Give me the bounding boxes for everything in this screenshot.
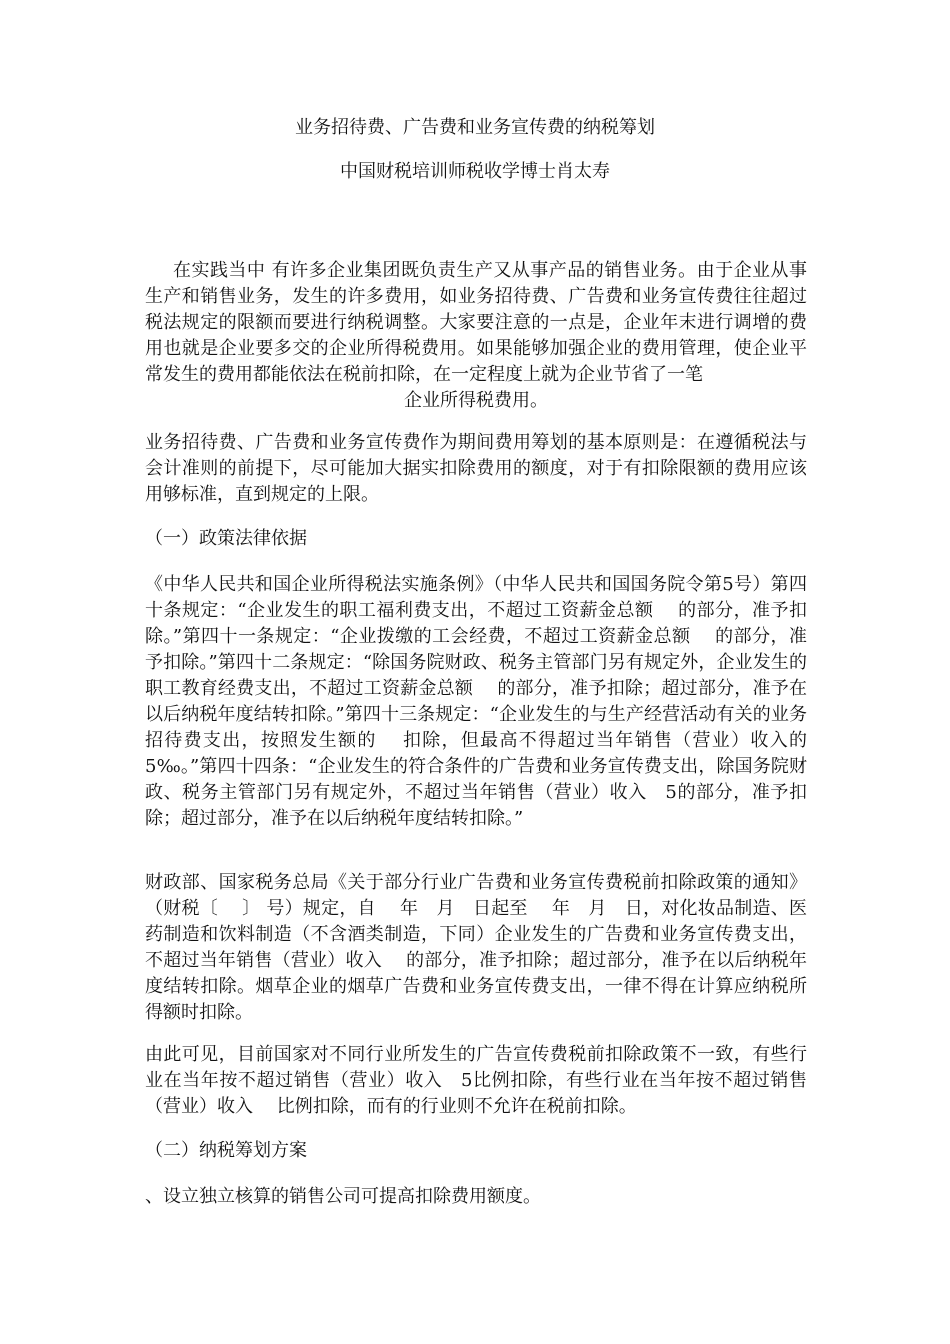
document-author: 中国财税培训师税收学博士肖太寿 [340, 161, 610, 182]
intro-paragraph-last-line: 企业所得税费用。 [404, 390, 548, 411]
intro-paragraph-text: 在实践当中 有许多企业集团既负责生产又从事产品的销售业务。由于企业从事生产和销售业务，发生的许多费用，如业务招待费、广告费和业务宣传费往往超过税法规定的限额而要进行纳税调整。大家要注意的一点是，企业年末进行调增的费用也就是企业要多交的企业所得税费用。如果能够加强企业的费用管理，使企业平常发生的费用都能依法在税前扣除，在一定程度上就为企业节省了一笔 [145, 260, 807, 385]
notice-paragraph: 财政部、国家税务总局《关于部分行业广告费和业务宣传费税前扣除政策的通知》（财税〔 〕 号）规定，自 年 月 日起至 年 月 日，对化妆品制造、医药制造和饮料制造（不含酒类制造，下同）企业发生的广告费和业务宣传费支出，不超过当年销售（营业）收入 的部分，准予扣除；超过部分，准予在以后纳税年度结转扣除。烟草企业的烟草广告费和业务宣传费支出，一律不得在计算应纳税所得额时扣除。 [145, 872, 807, 1023]
section-heading-legal-basis: （一）政策法律依据 [145, 528, 307, 549]
conclusion-paragraph: 由此可见，目前国家对不同行业所发生的广告宣传费税前扣除政策不一致，有些行业在当年按不超过销售（营业）收入 5比例扣除，有些行业在当年按不超过销售（营业）收入 比例扣除，而有的行业则不允许在税前扣除。 [145, 1044, 807, 1117]
principle-paragraph: 业务招待费、广告费和业务宣传费作为期间费用筹划的基本原则是：在遵循税法与会计准则的前提下，尽可能加大据实扣除费用的额度，对于有扣除限额的费用应该用够标准，直到规定的上限。 [145, 432, 807, 505]
document-title: 业务招待费、广告费和业务宣传费的纳税筹划 [295, 117, 655, 138]
regulation-paragraph: 《中华人民共和国企业所得税法实施条例》（中华人民共和国国务院令第5号）第四十条规定：“企业发生的职工福利费支出，不超过工资薪金总额 的部分，准予扣除。”第四十一条规定：“企业拨缴的工会经费，不超过工资薪金总额 的部分，准予扣除。”第四十二条规定：“除国务院财政、税务主管部门另有规定外，企业发生的职工教育经费支出，不超过工资薪金总额 的部分，准予扣除；超过部分，准予在以后纳税年度结转扣除。”第四十三条规定：“企业发生的与生产经营活动有关的业务招待费支出，按照发生额的 扣除，但最高不得超过当年销售（营业）收入的5‰。”第四十四条：“企业发生的符合条件的广告费和业务宣传费支出，除国务院财政、税务主管部门另有规定外，不超过当年销售（营业）收入 5的部分，准予扣除；超过部分，准予在以后纳税年度结转扣除。” [145, 574, 807, 829]
plan-item-1: 、设立独立核算的销售公司可提高扣除费用额度。 [145, 1186, 541, 1207]
intro-paragraph [145, 258, 807, 414]
section-heading-plan: （二）纳税筹划方案 [145, 1140, 307, 1161]
